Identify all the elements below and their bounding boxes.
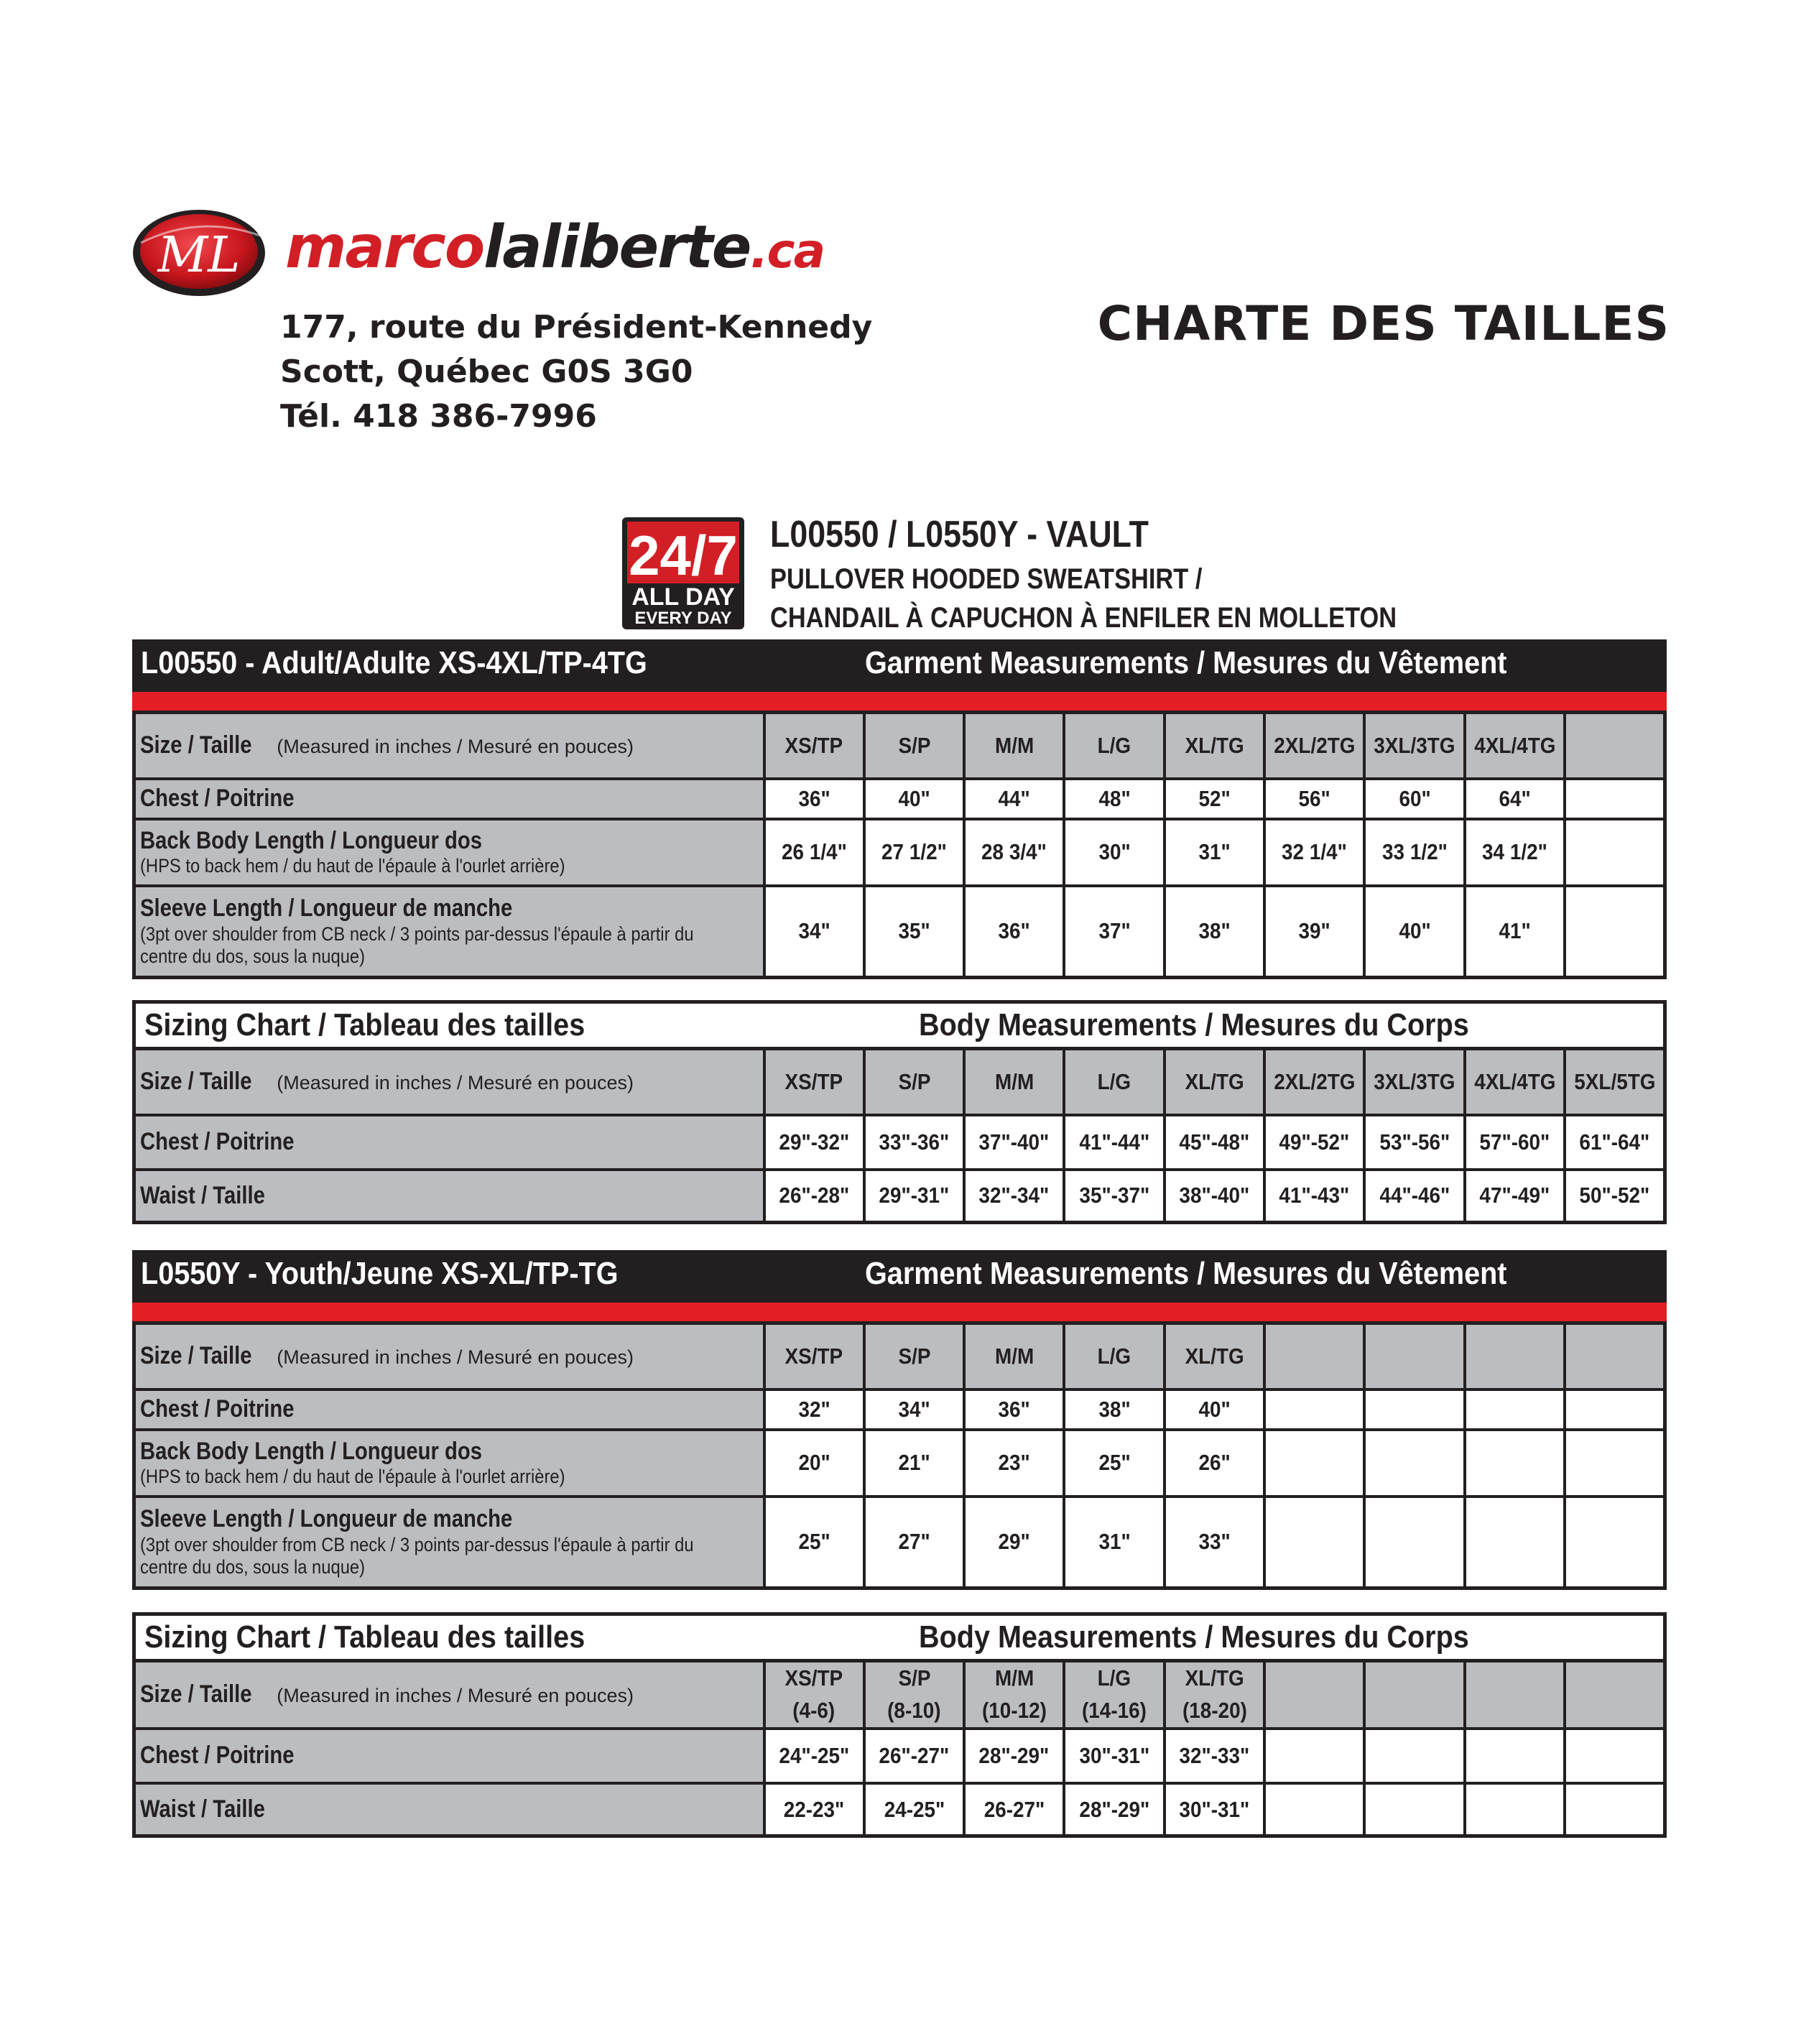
table-header-bar bbox=[132, 1000, 1667, 1047]
adult-garment-table bbox=[132, 639, 1667, 979]
svg-text:EVERY DAY: EVERY DAY bbox=[634, 609, 732, 628]
table-title: L0550Y - Youth/Jeune XS-XL/TP-TG bbox=[141, 1255, 619, 1291]
product-name-fr: CHANDAIL À CAPUCHON À ENFILER EN MOLLETON bbox=[770, 602, 1397, 634]
24-7-badge-icon bbox=[622, 517, 744, 629]
table-subtitle: Body Measurements / Mesures du Corps bbox=[919, 1619, 1469, 1655]
svg-text:24/7: 24/7 bbox=[629, 524, 738, 587]
measurement-table bbox=[132, 1047, 1667, 1224]
table-row: Size / Taille (Measured in inches / Mesuré en pouces) XS/TP (4-6) S/P (8-10) M/M (10-12) L/G (14-16) XL/TG (18-20) bbox=[134, 1661, 1665, 1729]
table-row: Sleeve Length / Longueur de manche (3pt over shoulder from CB neck / 3 points par-dessus l'épaule à partir du centre du dos, sous la nuque) 34" 35" 36" 37" 38" 39" 40" 41" bbox=[134, 886, 1665, 978]
table-header-bar bbox=[132, 1612, 1667, 1659]
table-subtitle: Body Measurements / Mesures du Corps bbox=[919, 1007, 1469, 1042]
youth-garment-table bbox=[132, 1250, 1667, 1590]
table-row: Sleeve Length / Longueur de manche (3pt over shoulder from CB neck / 3 points par-dessus l'épaule à partir du centre du dos, sous la nuque) 25" 27" 29" 31" 33" bbox=[134, 1497, 1665, 1589]
table-row: Waist / Taille 26"-28" 29"-31" 32"-34" 35"-37" 38"-40" 41"-43" 44"-46" 47"-49" 50"-52" bbox=[134, 1170, 1665, 1223]
adult-body-table bbox=[132, 1000, 1667, 1224]
table-subtitle: Garment Measurements / Mesures du Vêtement bbox=[865, 1255, 1507, 1291]
table-row: Size / Taille (Measured in inches / Mesuré en pouces) XS/TP S/P M/M L/G XL/TG 2XL/2TG 3XL/3TG 4XL/4TG 5XL/5TG bbox=[134, 1049, 1665, 1115]
brand-wordmark: marcolaliberte.ca bbox=[285, 213, 825, 282]
marcolaliberte-logo-icon bbox=[131, 200, 267, 304]
address-line-2: Scott, Québec G0S 3G0 bbox=[280, 353, 693, 390]
table-row: Back Body Length / Longueur dos (HPS to back hem / du haut de l'épaule à l'ourlet arrière) 20" 21" 23" 25" 26" bbox=[134, 1430, 1665, 1497]
red-stripe bbox=[132, 1303, 1667, 1321]
page-title: CHARTE DES TAILLES bbox=[1097, 296, 1670, 351]
table-row: Back Body Length / Longueur dos (HPS to back hem / du haut de l'épaule à l'ourlet arrière) 26 1/4" 27 1/2" 28 3/4" 30" 31" 32 1/4" 33 1/2" 34 1/2" bbox=[134, 819, 1665, 886]
table-row: Chest / Poitrine 32" 34" 36" 38" 40" bbox=[134, 1389, 1665, 1430]
table-row: Size / Taille (Measured in inches / Mesuré en pouces) XS/TP S/P M/M L/G XL/TG bbox=[134, 1323, 1665, 1389]
table-row: Chest / Poitrine 24"-25" 26"-27" 28"-29" 30"-31" 32"-33" bbox=[134, 1729, 1665, 1783]
company-address bbox=[280, 305, 872, 439]
measurement-table bbox=[132, 1321, 1667, 1590]
table-row: Chest / Poitrine 29"-32" 33"-36" 37"-40" 41"-44" 45"-48" 49"-52" 53"-56" 57"-60" 61"-64" bbox=[134, 1115, 1665, 1170]
measurement-table bbox=[132, 1659, 1667, 1838]
table-row: Waist / Taille 22-23" 24-25" 26-27" 28"-29" 30"-31" bbox=[134, 1783, 1665, 1836]
table-title: L00550 - Adult/Adulte XS-4XL/TP-4TG bbox=[141, 644, 647, 680]
table-subtitle: Garment Measurements / Mesures du Vêtement bbox=[865, 644, 1507, 680]
table-header-bar bbox=[132, 1250, 1667, 1297]
product-code: L00550 / L0550Y - VAULT bbox=[770, 514, 1149, 555]
address-line-1: 177, route du Président-Kennedy bbox=[280, 309, 873, 346]
product-name-en: PULLOVER HOODED SWEATSHIRT / bbox=[770, 563, 1203, 595]
youth-body-table bbox=[132, 1612, 1667, 1838]
phone-line: Tél. 418 386-7996 bbox=[280, 398, 597, 435]
red-stripe bbox=[132, 692, 1667, 711]
table-title: Sizing Chart / Tableau des tailles bbox=[144, 1619, 585, 1655]
svg-text:ALL DAY: ALL DAY bbox=[631, 583, 735, 611]
table-row: Chest / Poitrine 36" 40" 44" 48" 52" 56" 60" 64" bbox=[134, 779, 1665, 819]
measurement-table bbox=[132, 711, 1667, 979]
svg-text:ML: ML bbox=[157, 227, 241, 284]
table-row: Size / Taille (Measured in inches / Mesuré en pouces) XS/TP S/P M/M L/G XL/TG 2XL/2TG 3XL/3TG 4XL/4TG bbox=[134, 713, 1665, 779]
table-title: Sizing Chart / Tableau des tailles bbox=[144, 1007, 585, 1042]
table-header-bar bbox=[132, 639, 1667, 686]
